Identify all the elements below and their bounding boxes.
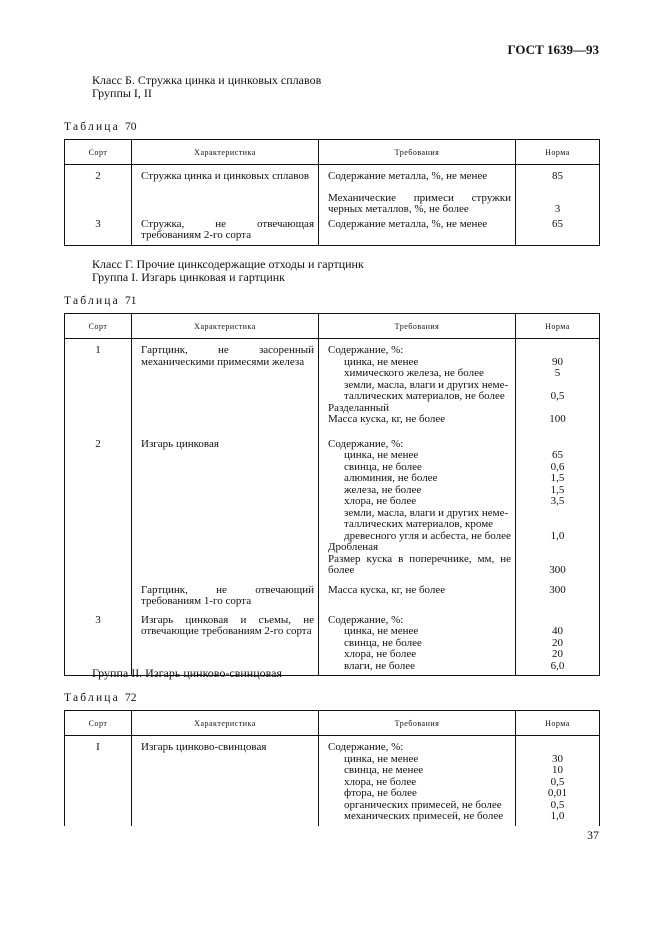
col-header-characteristic: Характеристика [132, 314, 319, 339]
norm-value: 1,5 [550, 483, 565, 496]
table-row [65, 339, 600, 426]
norm-value: 0,5 [550, 798, 565, 811]
class-b-groups: Группы I, II [92, 86, 152, 100]
req-item: цинка, не менее [344, 449, 419, 461]
norm-value: 0,01 [547, 787, 568, 799]
table-caption-number: 71 [125, 295, 137, 307]
norm-value: 0,5 [550, 775, 565, 788]
norm-value: 6,0 [550, 659, 565, 672]
req-item: механических примесей, не более [344, 810, 504, 822]
req-title: Содержание, %: [328, 613, 404, 626]
cell-characteristic: Стружка, не отвечающая требованиям 2-го сорта [141, 217, 314, 241]
req-item: цинка, не менее [344, 625, 419, 637]
req-item: таллических материалов, кроме [344, 518, 494, 530]
table-70-caption [64, 121, 137, 133]
norm-value: 0,6 [550, 460, 565, 473]
cell-characteristic: Изгарь цинковая и съемы, не отвечающие требованиям 2-го сорта [141, 613, 314, 637]
cell-sort: 3 [65, 608, 132, 676]
req-item: хлора, не более [344, 775, 417, 788]
page-number: 37 [587, 828, 599, 842]
requirement-metal: Содержание металла, %, не менее [328, 217, 488, 230]
req-title: Содержание, %: [328, 741, 404, 753]
col-header-sort: Сорт [65, 140, 132, 165]
req-item: влаги, не более [344, 659, 416, 672]
norm-value: 300 [549, 564, 566, 576]
table-72-caption [64, 692, 137, 704]
req-item: свинца, не менее [344, 764, 424, 776]
table-caption-label: Таблица [64, 295, 120, 307]
table-row [65, 165, 600, 216]
norm-value: 5 [554, 367, 561, 379]
table-70 [64, 139, 600, 246]
req-title: Дробленая [328, 541, 379, 553]
group-1-title: Группа I. Изгарь цинковая и гартцинк [92, 270, 286, 284]
req-item: органических примесей, не более [344, 798, 502, 811]
col-header-characteristic: Характеристика [132, 711, 319, 736]
norm-value: 65 [552, 217, 563, 230]
req-item: железа, не более [344, 483, 422, 496]
req-item: фтора, не более [344, 787, 417, 799]
req-item: таллических материалов, не более [344, 390, 505, 402]
class-b-title: Класс Б. Стружка цинка и цинковых сплавов [92, 73, 322, 87]
table-caption-label: Таблица [64, 692, 120, 704]
req-item: земли, масла, влаги и других неме- [344, 378, 509, 391]
req-item: Размер куска в поперечнике, мм, не более [328, 552, 511, 576]
cell-sort: 2 [65, 426, 132, 577]
requirement-metal: Содержание металла, %, не менее [328, 170, 488, 182]
table-caption-number: 72 [125, 692, 137, 704]
req-title: Содержание, %: [328, 437, 404, 450]
document-code: ГОСТ 1639—93 [507, 42, 599, 57]
req-item: Масса куска, кг, не более [328, 583, 446, 596]
cell-characteristic: Изгарь цинково-свинцовая [141, 741, 267, 753]
req-item: земли, масла, влаги и других неме- [344, 506, 509, 519]
cell-characteristic: Изгарь цинковая [141, 437, 219, 450]
norm-value: 0,5 [550, 390, 565, 402]
req-item: свинца, не более [344, 460, 422, 473]
norm-value: 20 [552, 636, 563, 649]
col-header-requirements: Требования [319, 314, 516, 339]
table-caption-number: 70 [125, 121, 137, 133]
req-item: хлора, не более [344, 495, 417, 507]
table-row [65, 426, 600, 577]
table-71 [64, 313, 600, 676]
table-row [65, 216, 600, 246]
cell-characteristic: Гартцинк, не отвечающий требованиям 1-го сорта [141, 583, 314, 607]
norm-value: 30 [552, 752, 563, 765]
norm-value: 85 [552, 170, 563, 182]
table-caption-label: Таблица [64, 121, 120, 133]
req-title: Разделанный [328, 401, 390, 414]
norm-value: 10 [552, 764, 563, 776]
col-header-norm: Норма [516, 711, 600, 736]
cell-sort: I [65, 736, 132, 826]
norm-value: 3 [554, 203, 561, 215]
req-title: Содержание, %: [328, 344, 404, 356]
col-header-norm: Норма [516, 140, 600, 165]
cell-characteristic: Гартцинк, не засоренный механическими примесями железа [141, 344, 314, 368]
table-row [65, 577, 600, 608]
norm-value: 40 [552, 625, 563, 637]
norm-value: 90 [552, 355, 563, 368]
norm-value: 1,5 [550, 472, 565, 484]
group-2-title: Группа II. Изгарь цинково-свинцовая [92, 666, 282, 680]
norm-value: 100 [549, 413, 566, 425]
col-header-requirements: Требования [319, 711, 516, 736]
table-72 [64, 710, 600, 826]
requirement-impurities: Механические примеси стружки черных металлов, %, не более [328, 191, 511, 215]
cell-sort: 3 [65, 216, 132, 246]
norm-value: 65 [552, 449, 563, 461]
norm-value: 3,5 [550, 495, 565, 507]
class-g-title: Класс Г. Прочие цинксодержащие отходы и гартцинк [92, 257, 364, 271]
req-item: цинка, не менее [344, 752, 419, 765]
col-header-sort: Сорт [65, 314, 132, 339]
norm-value: 300 [549, 583, 566, 596]
col-header-requirements: Требования [319, 140, 516, 165]
norm-value: 1,0 [550, 810, 565, 822]
cell-characteristic: Стружка цинка и цинковых сплавов [141, 170, 310, 182]
req-item: Масса куска, кг, не более [328, 413, 446, 425]
req-item: древесного угля и асбеста, не более [344, 529, 511, 542]
table-71-caption [64, 295, 137, 307]
col-header-norm: Норма [516, 314, 600, 339]
norm-value: 20 [552, 648, 563, 660]
cell-sort: 1 [65, 339, 132, 426]
col-header-characteristic: Характеристика [132, 140, 319, 165]
req-item: химического железа, не более [344, 367, 484, 379]
cell-sort: 2 [65, 165, 132, 216]
req-item: цинка, не менее [344, 355, 419, 368]
col-header-sort: Сорт [65, 711, 132, 736]
norm-value: 1,0 [550, 529, 565, 542]
table-row [65, 736, 600, 826]
req-item: алюминия, не более [344, 472, 438, 484]
req-item: хлора, не более [344, 648, 417, 660]
req-item: свинца, не более [344, 636, 422, 649]
